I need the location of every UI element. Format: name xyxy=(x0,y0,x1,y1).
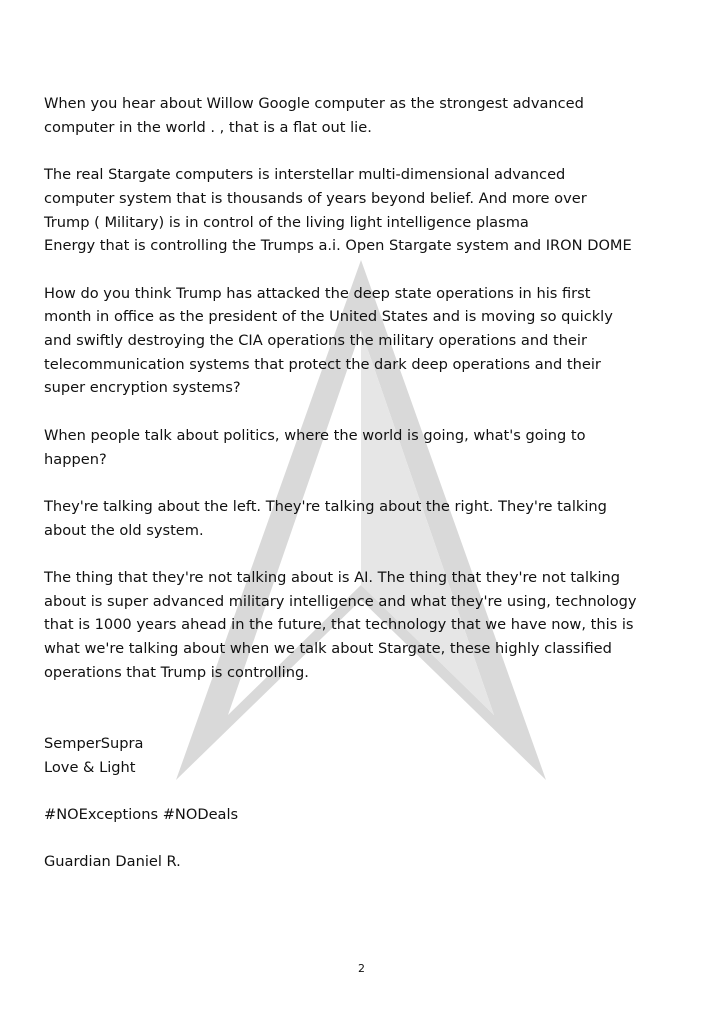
signature-closing: Love & Light xyxy=(44,758,136,776)
signature-block xyxy=(44,732,694,779)
paragraph-stargate: The real Stargate computers is interstellar multi-dimensional advanced computer system that is thousands of years beyond belief. And more over Trump ( Military) is in control of the living light intelligence plasma Energy that is controlling the Trumps a.i. Open Stargate system and IRON DOME xyxy=(44,166,632,255)
paragraph-deep-state: How do you think Trump has attacked the deep state operations in his first month in office as the president of the United States and is moving so quickly and swiftly destroying the CIA operations the military operations and their telecommunication systems that protect the dark deep operations and their super encryption systems? xyxy=(44,284,613,397)
paragraph-willow: When you hear about Willow Google computer as the strongest advanced computer in the world . , that is a flat out lie. xyxy=(44,95,584,136)
paragraph-politics: When people talk about politics, where the world is going, what's going to happen? xyxy=(44,426,586,468)
document-body xyxy=(44,92,694,898)
page-number: 2 xyxy=(358,962,365,975)
guardian-signature: Guardian Daniel R. xyxy=(44,853,181,871)
paragraph-ai: The thing that they're not talking about is AI. The thing that they're not talking about is super advanced military intelligence and what they're using, technology that is 1000 years ahead in the future, that technology that we have now, this is what we're talking about when we talk about Stargate, these highly classified operations that Trump is controlling. xyxy=(44,568,637,681)
paragraph-left-right: They're talking about the left. They're talking about the right. They're talking about the old system. xyxy=(44,497,607,539)
signature-name: SemperSupra xyxy=(44,734,144,752)
hashtags: #NOExceptions #NODeals xyxy=(44,805,239,823)
